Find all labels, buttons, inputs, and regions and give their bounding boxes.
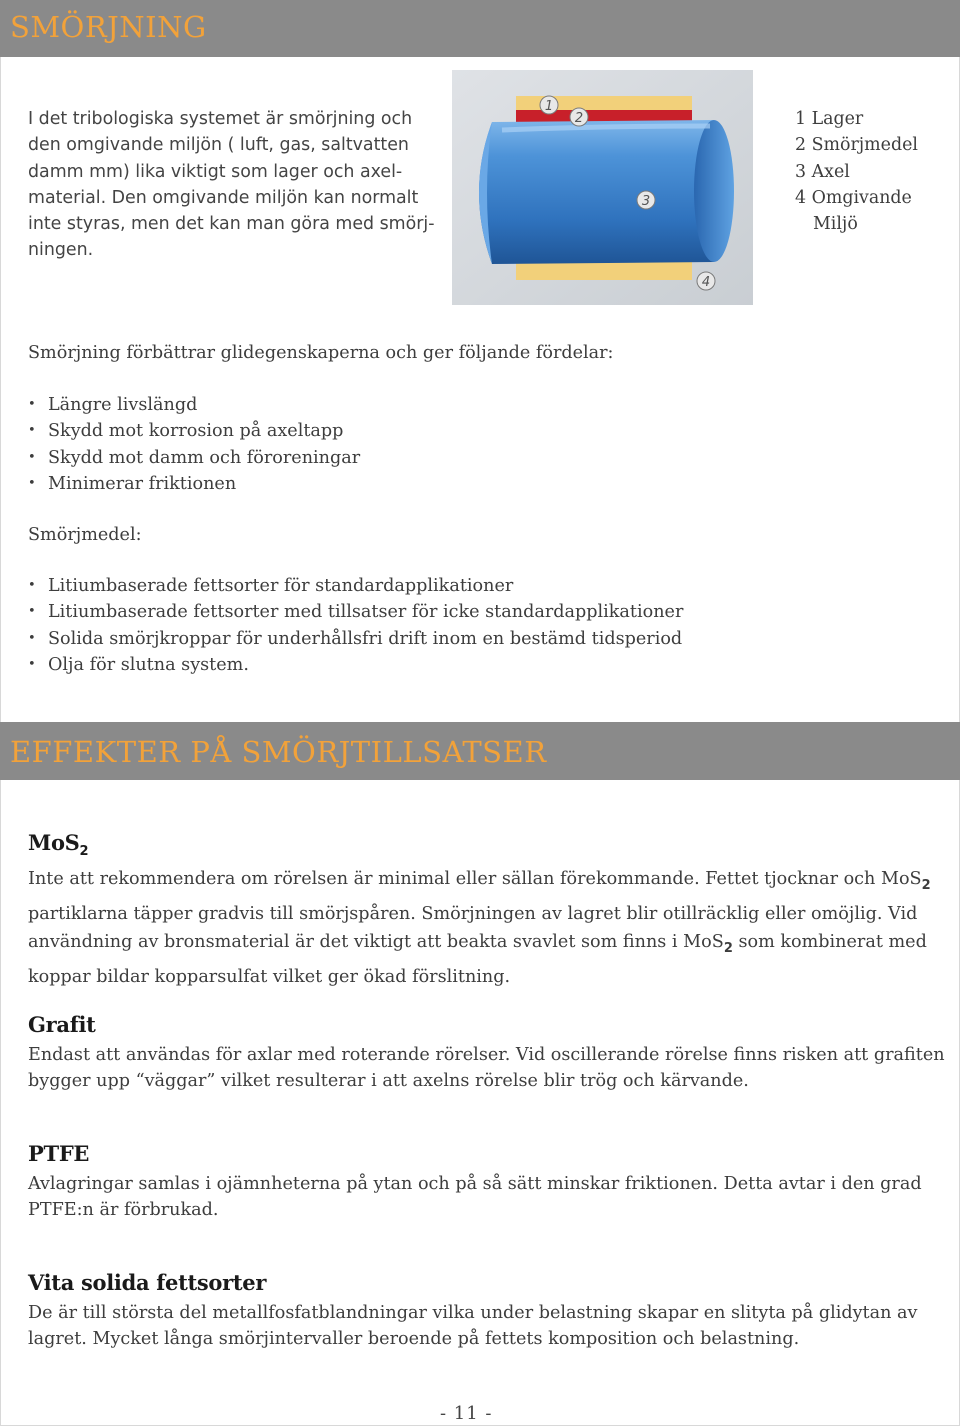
mos2-line-4: koppar bildar kopparsulfat vilket ger ökad förslitning. bbox=[28, 967, 511, 988]
intro-line: damm mm) lika viktigt som lager och axel- bbox=[28, 161, 403, 182]
ptfe-heading: PTFE bbox=[28, 1141, 90, 1166]
section-title: SMÖRJNING bbox=[10, 10, 207, 44]
mos2-subscript: 2 bbox=[723, 941, 733, 957]
list-item: • Skydd mot damm och föroreningar bbox=[28, 445, 360, 471]
mos2-text: användning av bronsmaterial är det viktigt att beakta svavlet som finns i MoS bbox=[28, 932, 724, 953]
bearing-shaft-illustration bbox=[452, 70, 753, 305]
section-header-effekter bbox=[0, 722, 960, 780]
ptfe-paragraph bbox=[28, 1171, 928, 1224]
marker-2-text: 2 bbox=[574, 111, 584, 126]
section-title: EFFEKTER PÅ SMÖRJTILLSATSER bbox=[10, 735, 547, 769]
list-item: • Litiumbaserade fettsorter med tillsatser för icke standardapplikationer bbox=[28, 599, 683, 625]
list-item: • Solida smörjkroppar för underhållsfri drift inom en bestämd tidsperiod bbox=[28, 626, 683, 652]
lubricants-heading: Smörjmedel: bbox=[28, 525, 142, 545]
marker-3 bbox=[637, 191, 655, 209]
mos2-line-1 bbox=[28, 864, 931, 901]
lubricants-list bbox=[28, 573, 683, 678]
legend-item-miljo: Miljö bbox=[813, 214, 858, 235]
ptfe-line: PTFE:n är förbrukad. bbox=[28, 1200, 219, 1221]
mos2-paragraph bbox=[28, 864, 931, 991]
marker-2 bbox=[570, 108, 588, 126]
vita-heading: Vita solida fettsorter bbox=[28, 1270, 267, 1295]
vita-paragraph bbox=[28, 1300, 928, 1353]
marker-4 bbox=[697, 272, 715, 290]
mos2-subscript: 2 bbox=[921, 878, 931, 893]
mos2-heading-subscript: 2 bbox=[79, 844, 89, 859]
mos2-text: Inte att rekommendera om rörelsen är minimal eller sällan förekommande. Fettet tjocknar och MoS bbox=[28, 869, 922, 889]
legend-item-omgivande: 4 Omgivande bbox=[795, 187, 912, 208]
mos2-line-3 bbox=[28, 927, 928, 964]
figure-legend bbox=[795, 106, 918, 237]
vita-line: De är till största del metallfosfatblandningar vilka under belastning skapar en slityta på glidytan av bbox=[28, 1303, 918, 1323]
intro-line: den omgivande miljön ( luft, gas, saltvatten bbox=[28, 135, 409, 156]
intro-line: inte styras, men det kan man göra med smörj- bbox=[28, 214, 435, 235]
intro-line: material. Den omgivande miljön kan normalt bbox=[28, 187, 419, 208]
page-number: - 11 - bbox=[440, 1403, 493, 1424]
shaft-end-face bbox=[694, 120, 734, 262]
grafit-line: Endast att användas för axlar med roterande rörelser. Vid oscillerande rörelse finns risken att grafiten bbox=[28, 1045, 945, 1065]
list-item: • Olja för slutna system. bbox=[28, 652, 683, 678]
mos2-heading bbox=[28, 830, 88, 859]
bearing-layer-bottom bbox=[516, 262, 692, 280]
section-header-smorjning bbox=[0, 0, 960, 57]
legend-item-smorjmedel: 2 Smörjmedel bbox=[795, 135, 918, 156]
intro-line: ningen. bbox=[28, 240, 94, 261]
legend-item-axel: 3 Axel bbox=[795, 161, 850, 182]
list-item: • Litiumbaserade fettsorter för standardapplikationer bbox=[28, 573, 683, 599]
list-item: • Skydd mot korrosion på axeltapp bbox=[28, 418, 360, 444]
marker-1-text: 1 bbox=[544, 99, 554, 114]
grafit-line: bygger upp “väggar” vilket resulterar i att axelns rörelse blir trög och kärvande. bbox=[28, 1071, 749, 1092]
ptfe-line: Avlagringar samlas i ojämnheterna på ytan och på så sätt minskar friktionen. Detta avtar i den grad bbox=[28, 1174, 922, 1194]
benefits-intro: Smörjning förbättrar glidegenskaperna och ger följande fördelar: bbox=[28, 343, 614, 363]
grafit-heading: Grafit bbox=[28, 1012, 96, 1037]
mos2-heading-text: MoS bbox=[28, 830, 80, 855]
vita-line: lagret. Mycket långa smörjintervaller beroende på fettets komposition och belastning. bbox=[28, 1329, 800, 1350]
marker-3-text: 3 bbox=[641, 194, 651, 209]
shaft-body bbox=[479, 120, 726, 264]
marker-1 bbox=[540, 96, 558, 114]
list-item: • Minimerar friktionen bbox=[28, 471, 360, 497]
grafit-paragraph bbox=[28, 1042, 945, 1095]
list-item: • Längre livslängd bbox=[28, 392, 360, 418]
mos2-line-2: partiklarna täpper gradvis till smörjspåren. Smörjningen av lagret blir otillräcklig eller omöjlig. Vid bbox=[28, 904, 918, 924]
intro-paragraph bbox=[28, 106, 438, 264]
marker-4-text: 4 bbox=[701, 275, 711, 290]
benefits-list bbox=[28, 392, 360, 497]
intro-line: I det tribologiska systemet är smörjning och bbox=[28, 109, 413, 129]
legend-item-lager: 1 Lager bbox=[795, 109, 864, 129]
mos2-text: som kombinerat med bbox=[732, 932, 927, 953]
